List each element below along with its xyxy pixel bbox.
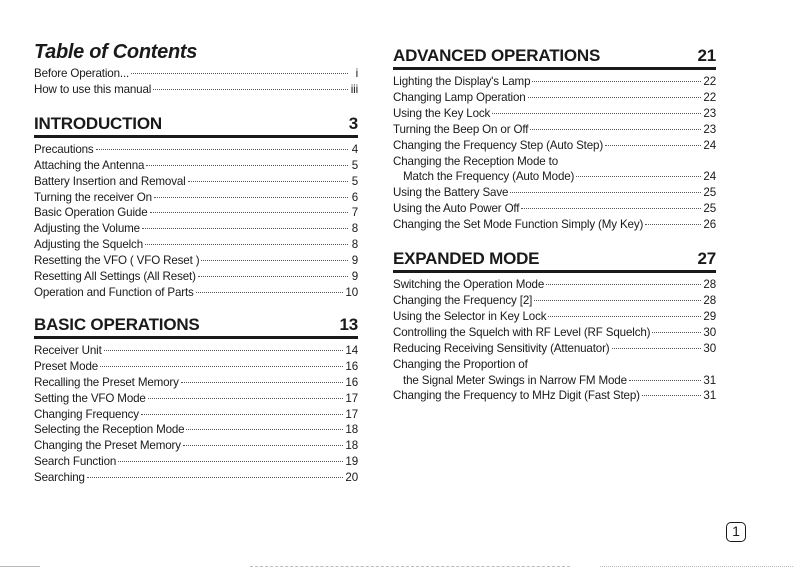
dot-leader [100, 366, 343, 367]
toc-entry[interactable] [393, 293, 716, 309]
entry-title: the Signal Meter Swings in Narrow FM Mode [403, 373, 627, 387]
toc-entry[interactable] [34, 269, 358, 285]
entry-page: 20 [345, 471, 358, 485]
toc-title: Table of Contents [34, 41, 198, 63]
section-expanded-mode [393, 249, 716, 404]
toc-entry[interactable] [34, 221, 358, 237]
toc-entry[interactable] [34, 205, 358, 221]
dot-leader [96, 149, 348, 150]
toc-entry[interactable] [393, 325, 716, 341]
entry-page: 18 [345, 423, 358, 437]
entry-title: Preset Mode [34, 359, 99, 373]
entry-page: 24 [703, 138, 716, 152]
section-page: 27 [697, 249, 716, 269]
entry-title: Operation and Function of Parts [34, 285, 194, 299]
section-page: 3 [348, 113, 358, 133]
right-column [393, 46, 716, 418]
entry-title: Turning the Beep On or Off [393, 122, 529, 136]
entry-title: Precautions [34, 142, 94, 156]
dot-leader [201, 260, 348, 261]
entry-page: 30 [703, 325, 716, 339]
section-introduction [34, 114, 358, 301]
entry-title: Receiver Unit [34, 343, 102, 357]
entry-page: 24 [703, 170, 716, 184]
dot-leader [145, 244, 348, 245]
toc-entry[interactable] [34, 422, 358, 438]
entry-title: Attaching the Antenna [34, 158, 145, 172]
section-page: 21 [697, 46, 716, 65]
page-number: 1 [726, 522, 746, 542]
entry-page: 7 [351, 206, 358, 220]
entry-page: 16 [345, 375, 358, 389]
entry-title: Using the Selector in Key Lock [393, 309, 547, 323]
toc-entry[interactable] [34, 391, 358, 407]
entry-page: 28 [703, 293, 716, 307]
entry-page: 23 [703, 122, 716, 136]
entry-page: 17 [345, 391, 358, 405]
dot-leader [532, 81, 701, 82]
entry-title: Changing the Frequency [2] [393, 293, 533, 307]
section-page: 13 [339, 314, 358, 334]
dot-leader [118, 461, 343, 462]
toc-entry[interactable] [393, 309, 716, 325]
entry-page: 29 [703, 309, 716, 323]
toc-entry[interactable] [393, 341, 716, 357]
dot-leader [652, 332, 701, 333]
toc-entry[interactable] [393, 138, 716, 154]
entry-title: Changing the Reception Mode to [393, 154, 559, 168]
entry-page: 6 [351, 190, 358, 204]
entry-title: Changing Frequency [34, 407, 139, 421]
entry-title: Adjusting the Squelch [34, 238, 144, 252]
entry-page: 31 [703, 389, 716, 403]
entry-page: 30 [703, 341, 716, 355]
footer-rule-mid [250, 566, 570, 567]
entry-title: Recalling the Preset Memory [34, 375, 179, 389]
toc-entry[interactable] [34, 285, 358, 301]
dot-leader [188, 181, 348, 182]
section-heading[interactable] [34, 114, 358, 138]
entry-page: 25 [703, 202, 716, 216]
toc-entry[interactable] [393, 154, 716, 170]
entry-title: Changing the Preset Memory [34, 439, 181, 453]
entry-page: 9 [351, 270, 358, 284]
dot-leader [576, 176, 701, 177]
entry-title: Controlling the Squelch with RF Level (RF Squelch) [393, 325, 651, 339]
dot-leader [104, 350, 344, 351]
toc-entry[interactable] [34, 190, 358, 206]
dot-leader [642, 395, 702, 396]
section-title: EXPANDED MODE [393, 249, 540, 269]
section-heading[interactable] [34, 315, 358, 339]
entry-page: 4 [351, 142, 358, 156]
entry-title: Match the Frequency (Auto Mode) [403, 170, 575, 184]
entry-title: Changing Lamp Operation [393, 90, 526, 104]
dot-leader [645, 224, 701, 225]
section-advanced-operations [393, 46, 716, 233]
entry-page: i [355, 67, 358, 80]
entry-page: 16 [345, 359, 358, 373]
entry-title: Turning the receiver On [34, 190, 152, 204]
toc-entry[interactable] [34, 359, 358, 375]
dot-leader [183, 445, 343, 446]
entry-page: 8 [351, 238, 358, 252]
entry-page: 14 [345, 343, 358, 357]
entry-title: Using the Key Lock [393, 106, 491, 120]
entry-title: Using the Battery Save [393, 186, 509, 200]
entry-title: Basic Operation Guide [34, 206, 148, 220]
dot-leader [612, 348, 702, 349]
dot-leader [196, 292, 344, 293]
dot-leader [154, 197, 348, 198]
toc-entry[interactable] [34, 82, 358, 98]
dot-leader [87, 477, 344, 478]
entry-page: 5 [351, 158, 358, 172]
toc-entry[interactable] [34, 438, 358, 454]
dot-leader [142, 228, 348, 229]
entry-title: Resetting the VFO ( VFO Reset ) [34, 254, 200, 268]
section-basic-operations [34, 315, 358, 486]
toc-entry[interactable] [34, 66, 358, 82]
dot-leader [530, 129, 701, 130]
entry-title: Changing the Frequency to MHz Digit (Fast Step) [393, 389, 640, 403]
entry-title: Changing the Set Mode Function Simply (My Key) [393, 218, 644, 232]
toc-entry[interactable] [393, 122, 716, 138]
entry-title: Switching the Operation Mode [393, 278, 545, 292]
dot-leader [186, 429, 343, 430]
dot-leader [153, 89, 348, 90]
toc-entry[interactable] [393, 373, 716, 389]
entry-title: Search Function [34, 455, 117, 469]
dot-leader [148, 398, 344, 399]
toc-entry[interactable] [393, 277, 716, 293]
toc-entry[interactable] [393, 185, 716, 201]
toc-entry[interactable] [34, 237, 358, 253]
entry-page: 31 [703, 373, 716, 387]
toc-entry[interactable] [393, 357, 716, 373]
toc-entry[interactable] [393, 201, 716, 217]
toc-entry[interactable] [34, 375, 358, 391]
toc-entry[interactable] [34, 470, 358, 486]
dot-leader [521, 208, 701, 209]
dot-leader [198, 276, 348, 277]
toc-entry[interactable] [393, 217, 716, 233]
dot-leader [546, 284, 701, 285]
entry-page: 23 [703, 106, 716, 120]
dot-leader [548, 316, 701, 317]
toc-entry[interactable] [34, 142, 358, 158]
footer-rule-left [0, 566, 40, 567]
toc-entry[interactable] [393, 169, 716, 185]
section-title: INTRODUCTION [34, 113, 162, 133]
toc-entry[interactable] [393, 74, 716, 90]
entry-title: Lighting the Display's Lamp [393, 75, 531, 88]
toc-entry[interactable] [34, 407, 358, 423]
dot-leader [141, 414, 343, 415]
entry-title: Adjusting the Volume [34, 222, 140, 236]
entry-title: Before Operation... [34, 67, 130, 80]
entry-title: Battery Insertion and Removal [34, 174, 186, 188]
dot-leader [510, 192, 701, 193]
footer-rule-right [600, 566, 793, 567]
entry-page: 17 [345, 407, 358, 421]
dot-leader [181, 382, 344, 383]
entry-title: Setting the VFO Mode [34, 391, 146, 405]
dot-leader [605, 145, 701, 146]
dot-leader [528, 97, 702, 98]
dot-leader [629, 380, 702, 381]
entry-title: How to use this manual [34, 82, 152, 96]
entry-page: 9 [351, 254, 358, 268]
entry-page: 22 [703, 75, 716, 88]
left-column [34, 40, 358, 500]
entry-title: Searching [34, 471, 85, 485]
toc-entry[interactable] [393, 106, 716, 122]
toc-entry[interactable] [34, 174, 358, 190]
entry-title: Resetting All Settings (All Reset) [34, 270, 196, 284]
toc-entry[interactable] [34, 158, 358, 174]
entry-page: 8 [351, 222, 358, 236]
entry-page: 18 [345, 439, 358, 453]
entry-page: 19 [345, 455, 358, 469]
entry-title: Selecting the Reception Mode [34, 423, 185, 437]
dot-leader [150, 212, 349, 213]
toc-entry[interactable] [393, 90, 716, 106]
entry-page: 25 [703, 186, 716, 200]
entry-title: Changing the Proportion of [393, 357, 528, 371]
section-title: ADVANCED OPERATIONS [393, 46, 601, 65]
dot-leader [492, 113, 701, 114]
toc-entry[interactable] [34, 454, 358, 470]
section-title: BASIC OPERATIONS [34, 314, 200, 334]
entry-title: Reducing Receiving Sensitivity (Attenuator) [393, 341, 610, 355]
section-heading[interactable] [393, 249, 716, 273]
entry-page: 5 [351, 174, 358, 188]
toc-intro-list [34, 66, 358, 98]
dot-leader [534, 300, 701, 301]
entry-page: 22 [703, 90, 716, 104]
toc-entry[interactable] [34, 343, 358, 359]
entry-page: 28 [703, 278, 716, 292]
entry-page: iii [350, 82, 358, 96]
section-heading[interactable] [393, 46, 716, 70]
entry-title: Changing the Frequency Step (Auto Step) [393, 138, 604, 152]
entry-page: 26 [703, 218, 716, 232]
dot-leader [146, 165, 348, 166]
dot-leader [131, 73, 348, 74]
entry-title: Using the Auto Power Off [393, 202, 520, 216]
toc-entry[interactable] [34, 253, 358, 269]
toc-entry[interactable] [393, 388, 716, 404]
entry-page: 10 [345, 285, 358, 299]
